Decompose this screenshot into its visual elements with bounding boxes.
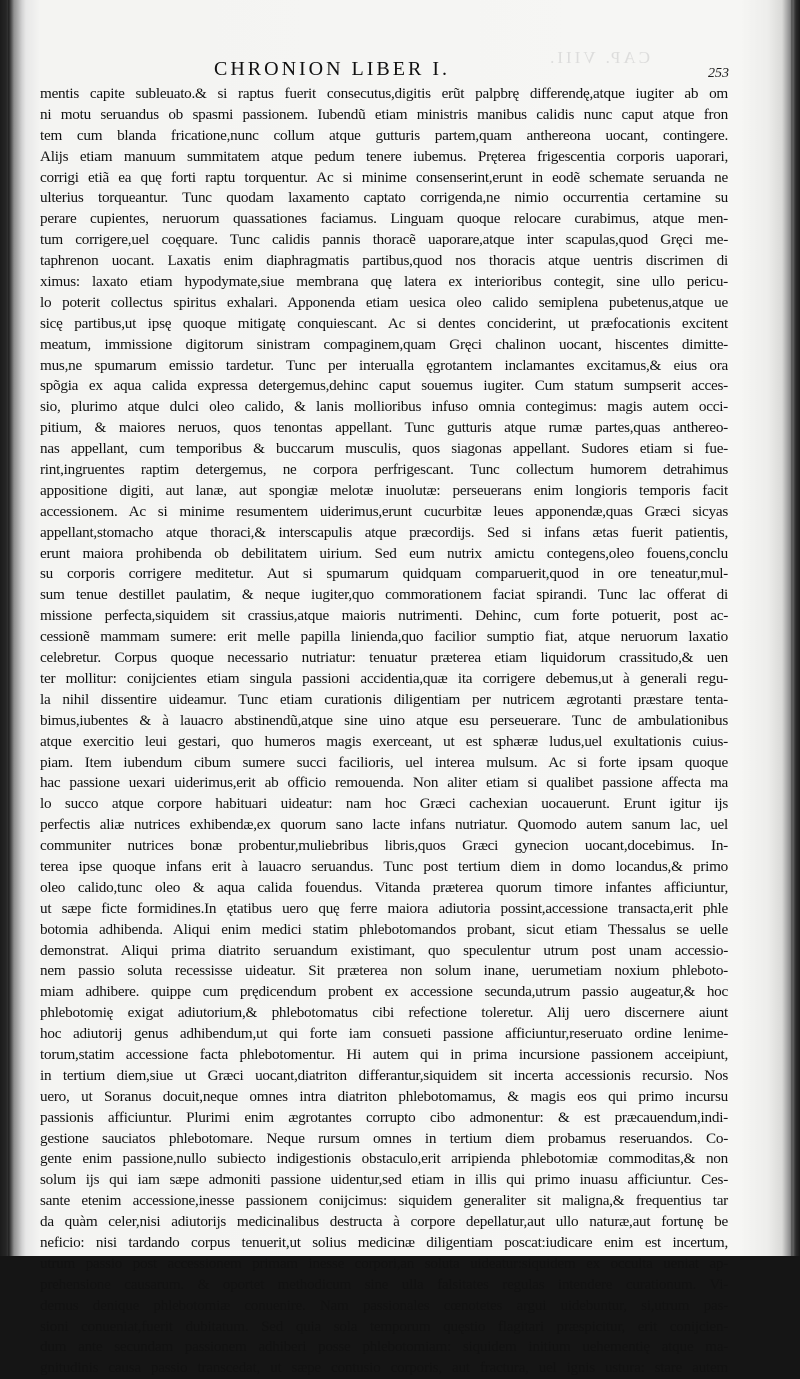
text-line: solum ijs qui iam sæpe admoniti passione uidentur,sed etiam in illis qui primo inuasu afficiuntur. Ces- (40, 1171, 728, 1189)
text-line: nem passio soluta recessisse uideatur. Sit præterea non solum inane, uerumetiam noxium phleboto- (40, 962, 728, 980)
text-line: ximus: laxato etiam hypodymate,siue membrana quę latera ex interioribus contegit, sine ullo pericu- (40, 273, 728, 291)
text-line: bimus,iubentes & à lauacro abstinendũ,atque sine uino atque esu perseuerare. Tunc de ambulationibus (40, 711, 728, 729)
text-line: sante etenim accessione,inesse passionem conijcimus: siquidem generaliter sit maligna,& frequentius tar (40, 1192, 728, 1210)
text-line: gente enim passione,nullo subiecto indigestionis obstaculo,erit arripienda phlebotomiæ commoditas,& non (40, 1150, 728, 1168)
text-line: appositione digiti, aut lanæ, aut spongiæ melotæ inuolutæ: perseuerans enim longioris temporis facit (40, 481, 728, 499)
text-line: mentis capite subleuato.& si raptus fuerit consecutus,digitis erũt palpbrę differendę,atque iugiter ab om (40, 85, 728, 102)
text-line: spõgia ex aqua calida expressa detergemus,dehinc caput souemus iugiter. Cum statum sumpserit acces- (40, 377, 728, 395)
text-line: sicę partibus,ut ipsę quoque mitigatę conquiescant. Ac si dentes conciderint, ut præfocationis excitent (40, 314, 728, 332)
text-line: sioni conueniat,fuerit dubitatum. Sed quia sola temporum quęstio flagitari præspicitur, erit conijcien- (40, 1317, 728, 1335)
text-line: utrum passio post accessionem primam inesse corpori,an soluta uideatur:siquidem ex occulta ueniat ap- (40, 1254, 728, 1272)
text-line: sio, plurimo atque dulci oleo calido, & lanis mollioribus infuso omnia contegimus: magis autem occi- (40, 398, 728, 416)
running-title: CHRONION LIBER I. (214, 58, 450, 80)
page-number: 253 (708, 66, 729, 81)
text-line: gestione sauciatos phlebotomare. Neque rursum omnes in tertium diem probamus reseruandos. Co- (40, 1129, 728, 1147)
text-line: lo poterit collectus spiritus exhalari. Apponenda etiam uesica oleo calido semiplena pubetenus,atque ue (40, 293, 728, 311)
text-line: pitium, & maiores neruos, quos tenontas appellant. Tunc gutturis atque rumæ partes,quas anthereo- (40, 419, 728, 437)
text-line: dum ante secundam passionem adhiberi posse phlebotomiam: siquidem initium uehementię atque ma- (40, 1338, 728, 1356)
text-line: oleo calido,tunc oleo & aqua calida fouendus. Vitanda præterea quorum timore infantes afficiuntur, (40, 878, 728, 896)
text-line: Alijs etiam manuum summitatem atque pedum tenere iubemus. Pręterea frigescentia corporis uaporari, (40, 147, 728, 165)
text-line: nas appellant, cum temporibus & buccarum musculis, quos siagonas appellant. Sudores etiam si fue- (40, 440, 728, 458)
text-line: ni motu seruandus ob spasmi passionem. Iubendũ etiam ministris manibus calidis nunc caput atque fron (40, 105, 728, 123)
text-line: botomia adhibenda. Aliqui enim medici statim phlebotomandos probant, sicut etiam Thessalus se uelle (40, 920, 728, 938)
text-line: su corporis corrigere meditetur. Aut si spumarum quidquam comparuerit,quod in ore teneatur,mul- (40, 565, 728, 583)
text-line: rint,ingruentes raptim detergemus, ne corpora perfrigescant. Tunc collectum humorem detrahimus (40, 461, 728, 479)
text-line: miam adhibere. quippe cum prędicendum probent ex accessione secunda,utrum passio augeatur,& hoc (40, 983, 728, 1001)
text-line: perfectis aliæ nutrices exhibendæ,ex quorum sano lacte infans nutriatur. Quomodo autem sanum lac, uel (40, 816, 728, 834)
text-line: in tertium diem,siue ut Græci uocant,diatriton differantur,siquidem sit incerta accessionis recursio. Nos (40, 1066, 728, 1084)
text-line: erunt maiora prohibenda ob debilitatem uirium. Sed eum nutrix amictu contegens,oleo fouens,conclu (40, 544, 728, 562)
text-line: tem cum blanda fricatione,nunc collum atque gutturis partem,quam anthereona uocant, contingere. (40, 126, 728, 144)
text-line: missione perfecta,siquidem sit crassius,atque maioris nutrimenti. Dehinc, cum forte potuerit, post ac- (40, 607, 728, 625)
text-line: demonstrat. Aliqui prima diatrito seruandum existimant, quo speculentur utrum post unam accessio- (40, 941, 728, 959)
text-line: ter mollitur: conijcientes etiam singula passioni accidentia,quæ ita corrigere debemus,ut à generali regu- (40, 669, 728, 687)
text-line: meatum, immissione digitorum sinistram compaginem,quam Gręci chalinon uocant, hiscentes dimitte- (40, 335, 728, 353)
text-line: mus,ne spumarum emissio tardetur. Tunc per interualla ęgrotantem inclamantes excitamus,& eius ora (40, 356, 728, 374)
page-edge (791, 0, 794, 1256)
text-line: torum,statim accessione facta phlebotomentur. Hi autem qui in prima incursione passionem acceipiunt, (40, 1045, 728, 1063)
text-line: passionis afficiuntur. Plurimi enim ægrotantes corrupto cibo admonentur: & est præcauendum,indi- (40, 1108, 728, 1126)
text-line: atque exercitio leui gestari, quo humeros magis exerceant, ut est sphæræ ludus,uel exultationis cuius- (40, 732, 728, 750)
text-line: ut sæpe ficte formidines.In ętatibus uero quę ferre maiora adiutoria possint,accessione transacta,erit phle (40, 899, 728, 917)
text-line: phlebotomię exigat adiutorium,& phlebotomatus cibi refectione toleretur. Alij uero discernere aiunt (40, 1004, 728, 1022)
text-line: la nihil dissentire uideamur. Tunc etiam curationis diligentiam per nutricem ægrotanti præstare tenta- (40, 690, 728, 708)
text-line: hac passione uexari uiderimus,erit ab officio remouenda. Non aliter etiam si qualibet passione affecta ma (40, 774, 728, 792)
bleed-through-text: CAP. VIII. (547, 48, 650, 67)
text-line: da quàm celer,nisi adiutorijs medicinalibus destructa à corpore depellatur,aut ullo naturæ,aut fortunę be (40, 1213, 728, 1231)
text-line: tum corrigere,uel coęquare. Tunc calidis pannis thoracẽ uaporare,atque inter scapulas,quod Gręci me- (40, 231, 728, 249)
text-line: piam. Item iubendum cibum sumere succi facilioris, uel interea mulsum. Ac si forte ipsam quoque (40, 753, 728, 771)
text-line: ulterius torqueantur. Tunc quodam laxamento captato corrigenda,ne nimio occurrentia certamine su (40, 189, 728, 207)
text-line: sum tenue destillet paulatim, & neque iugiter,quo commorationem faciat spirandi. Tunc lac offerat di (40, 586, 728, 604)
body-text (40, 84, 728, 1377)
text-line: demus denique phlebotomiæ conuenire. Nam passionales cœnotetes argui uidebuntur, si,utrum pas- (40, 1296, 728, 1314)
book-spine-shadow (8, 0, 26, 1256)
text-line: neficio: nisi tardando corpus tenuerit,ut solius medicinæ diligentiam poscat:iudicare enim est incertum, (40, 1233, 728, 1251)
text-line: lo succo atque corpore habituari uideatur: nam hoc Græci cachexian uocauerunt. Erunt igitur ijs (40, 795, 728, 813)
text-line: hoc adiutorij genus adhibendum,ut qui forte iam consueti passione afficiuntur,reseruato ordine lenime- (40, 1025, 728, 1043)
text-line: prehensione causarum. & oportet methodicum sine ulla falsitates regulas intendere curationum. Vi- (40, 1275, 728, 1293)
text-line: uero, ut Soranus docuit,neque omnes intra diatriton phlebotomamus, & magis eos qui primo incursu (40, 1087, 728, 1105)
text-line: appellant,stomacho atque thoraci,& interscapulis atque præcordijs. Sed si infans ætas fuerit patientis, (40, 523, 728, 541)
text-line: perare cupientes, neruorum quassationes faciamus. Linguam quoque relocare curabimus, atque men- (40, 210, 728, 228)
text-line: celebretur. Corpus quoque necessario nutriatur: tenuatur præterea etiam liquidorum crassitudo,& uen (40, 649, 728, 667)
text-line: communiter nutrices bonæ probentur,muliebribus libris,quos Græci gynecion uocant,docebimus. In- (40, 837, 728, 855)
text-line: terea ipse quoque infans erit à lauacro seruandus. Tunc post tertium diem in domo locandus,& primo (40, 857, 728, 875)
text-line: gnitudinis causa passio transcedat, ut sæpe contusio corporis, aut fractura, uel ignis ustura: stare autem (40, 1359, 728, 1377)
text-line: accessionem. Ac si minime resumentem uiderimus,erunt cucurbitæ leues apponendæ,quas Græci sicyas (40, 502, 728, 520)
text-line: taphrenon uocant. Laxatis enim diaphragmatis partibus,quod nos thoracis atque uentris discrimen di (40, 252, 728, 270)
text-line: corrigi etiã ea quę forti raptu torquentur. Ac si minime consenserint,erunt in eodẽ schemate seruanda ne (40, 168, 728, 186)
text-line: cessionẽ mammam sumere: erit melle papilla linienda,quo facilior sumptio fiat, atque neruorum laxatio (40, 628, 728, 646)
